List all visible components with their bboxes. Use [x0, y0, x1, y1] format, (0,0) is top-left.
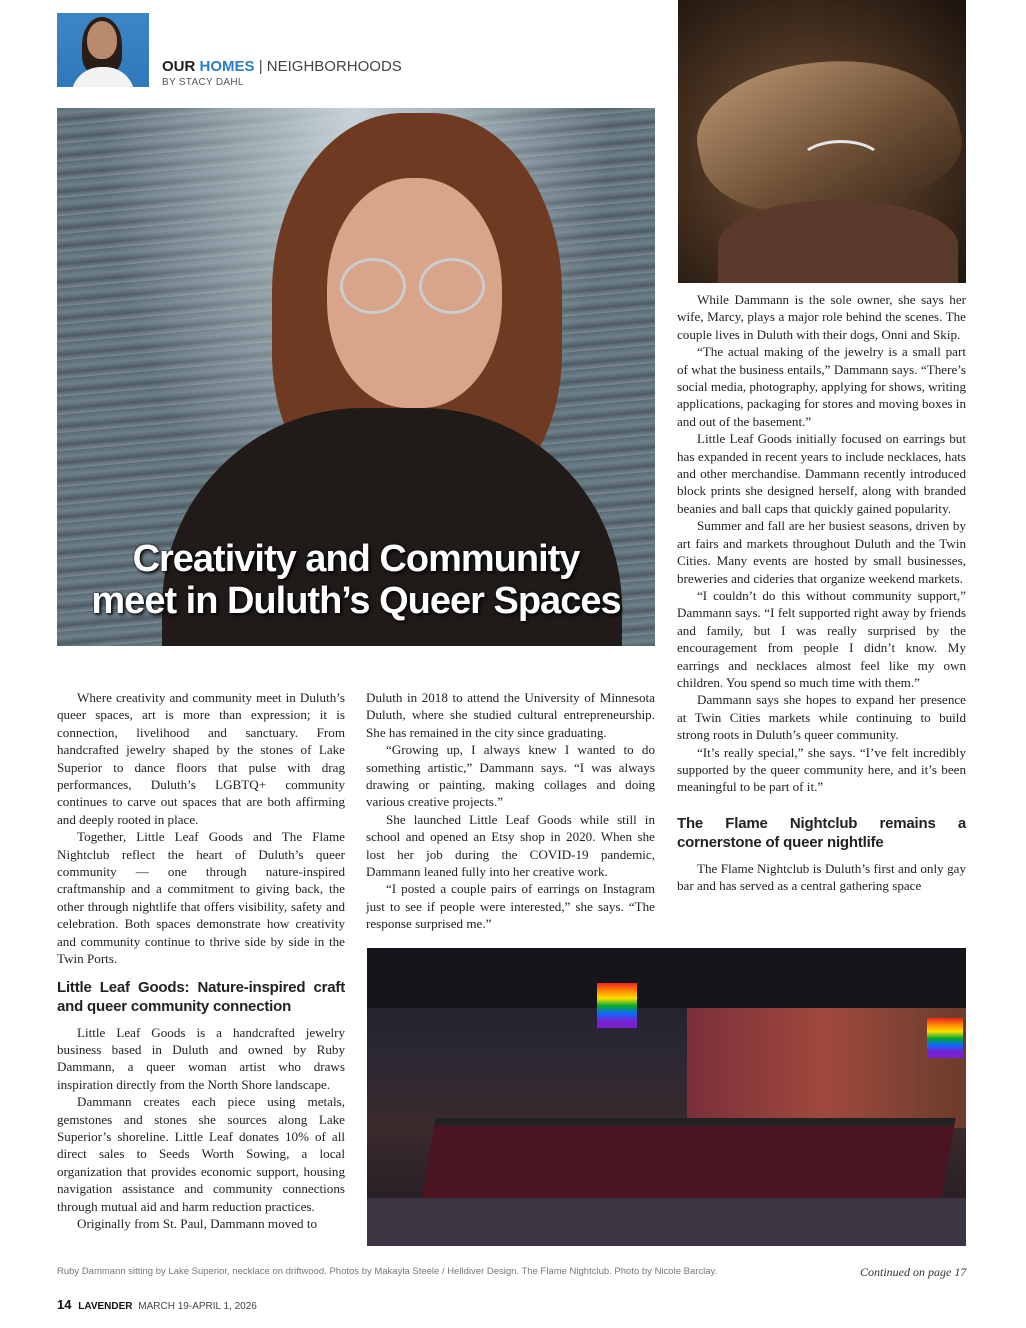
hero-photo — [57, 108, 655, 646]
issue-date: MARCH 19-APRIL 1, 2026 — [138, 1301, 257, 1312]
author-photo — [57, 13, 149, 87]
paragraph: The Flame Nightclub is Duluth’s first and only gay bar and has served as a central gathering space — [677, 860, 966, 894]
section-separator: | — [254, 58, 267, 75]
paragraph: “The actual making of the jewelry is a small part of what the business entails,” Dammann says. “There’s social media, photography, applying for shows, writing applications, packaging for stores and moving boxes in and out of the basement.” — [677, 344, 966, 429]
paragraph: “I couldn’t do this without community support,” Dammann says. “I felt supported right away by friends and family, but I was really surprised by the encouragement from people I didn’t know. My earrings and necklaces almost feel like my own children. You spend so much time with them.” — [677, 587, 966, 690]
continued-note: Continued on page 17 — [860, 1265, 967, 1279]
photo-caption: Ruby Dammann sitting by Lake Superior, necklace on driftwood. Photos by Makayla Steele / Helldiver Design. The Flame Nightclub. Photo by Nicole Barclay. — [57, 1266, 718, 1277]
subheading-little-leaf: Little Leaf Goods: Nature-inspired craft and queer community connection — [57, 978, 345, 1015]
paragraph: While Dammann is the sole owner, she says her wife, Marcy, plays a major role behind the scenes. The couple lives in Duluth with their dogs, Onni and Skip. — [677, 292, 966, 342]
headline — [57, 538, 655, 622]
paragraph: “I posted a couple pairs of earrings on Instagram just to see if people were interested,” she says. “The response surprised me.” — [366, 881, 655, 932]
headline-line-2: meet in Duluth’s Queer Spaces — [91, 580, 621, 622]
paragraph: Where creativity and community meet in Duluth’s queer spaces, art is more than expression; it is connection, livelihood and sanctuary. From handcrafted jewelry shaped by the stones of Lake Superior to dance floors that pulse with drag performances, Duluth’s LGBTQ+ community continues to carve out spaces that are both affirming and deeply rooted in place. — [57, 690, 345, 827]
paragraph: “It’s really special,” she says. “I’ve felt incredibly supported by the queer community here, and it’s been meaningful to be part of it.” — [677, 744, 966, 795]
section-label-homes: HOMES — [199, 58, 255, 75]
paragraph: She launched Little Leaf Goods while still in school and opened an Etsy shop in 2020. When she lost her job during the COVID-19 pandemic, Dammann leaned fully into her creative work. — [366, 811, 655, 880]
paragraph: Together, Little Leaf Goods and The Flame Nightclub reflect the heart of Duluth’s queer community — one through nature-inspired craftmanship and a commitment to giving back, the other through nightlife that offers visibility, safety and celebration. Both spaces demonstrate how creativity and community continue to thrive side by side in the Twin Ports. — [57, 829, 345, 967]
article-column-1 — [57, 689, 345, 1232]
article-column-3 — [677, 291, 966, 895]
byline: BY STACY DAHL — [162, 77, 244, 88]
paragraph: Originally from St. Paul, Dammann moved to — [77, 1215, 318, 1231]
headline-line-1: Creativity and Community — [132, 538, 580, 580]
paragraph: Dammann says she hopes to expand her presence at Twin Cities markets while continuing to build strong roots in Duluth’s queer community. — [677, 692, 966, 743]
page-footer — [57, 1297, 257, 1312]
paragraph: Little Leaf Goods initially focused on earrings but has expanded in recent years to include necklaces, hats and other merchandise. Dammann recently introduced block prints she designed herself, along with branded beanies and ball caps that quickly gained popularity. — [677, 431, 966, 516]
paragraph: Little Leaf Goods is a handcrafted jewelry business based in Duluth and owned by Ruby Dammann, a queer woman artist who draws inspiration directly from the North Shore landscape. — [57, 1024, 345, 1092]
paragraph: Summer and fall are her busiest seasons, driven by art fairs and markets throughout Duluth and the Twin Cities. Many events are hosted by small businesses, breweries and cideries that organize weekend markets. — [677, 518, 966, 586]
necklace-photo — [678, 0, 966, 283]
section-label-neighborhoods: NEIGHBORHOODS — [266, 58, 402, 75]
nightclub-photo — [367, 948, 966, 1246]
section-label — [162, 58, 402, 75]
article-column-2 — [366, 689, 655, 933]
paragraph: “Growing up, I always knew I wanted to do something artistic,” Dammann says. “I was always drawing or painting, making collages and doing various creative projects.” — [366, 742, 655, 810]
paragraph: Dammann creates each piece using metals, gemstones and stones she sources along Lake Superior’s shoreline. Little Leaf donates 10% of all direct sales to Seeds Worth Sowing, a local organization that provides economic support, housing navigation assistance and community connections through mutual aid and harm reduction practices. — [57, 1094, 345, 1214]
subheading-flame-nightclub: The Flame Nightclub remains a cornerstone of queer nightlife — [677, 814, 966, 851]
magazine-name: LAVENDER — [78, 1301, 133, 1312]
paragraph: Duluth in 2018 to attend the University of Minnesota Duluth, where she studied cultural entrepreneurship. She has remained in the city since graduating. — [366, 690, 655, 740]
section-label-our: OUR — [162, 58, 196, 75]
page-number: 14 — [57, 1297, 72, 1312]
